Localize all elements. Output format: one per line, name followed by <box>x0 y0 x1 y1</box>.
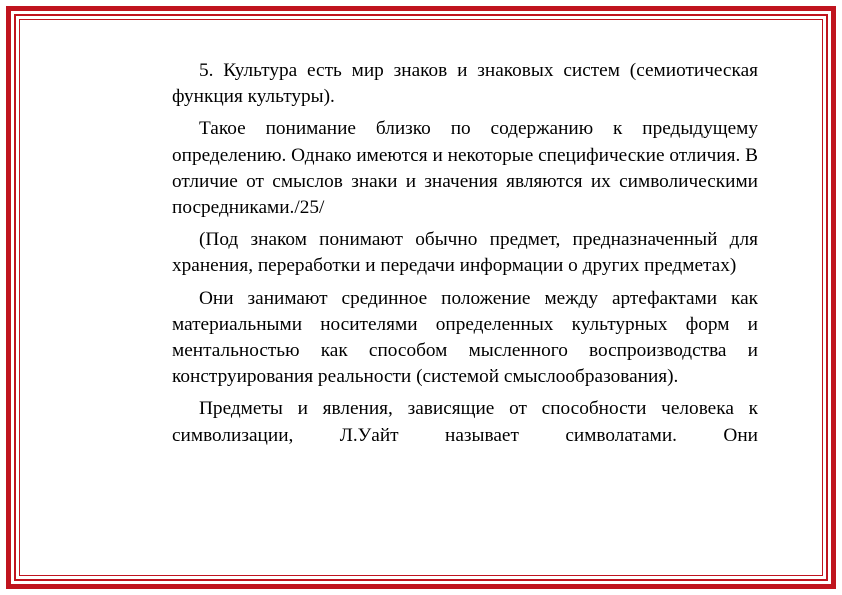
paragraph-understanding: Такое понимание близко по содержанию к предыдущему определению. Однако имеются и некоторые специфические отличия. В отличие от смыслов знаки и значения являются их символическими посредниками./25/ <box>172 118 758 219</box>
paragraph-symbolates: Предметы и явления, зависящие от способности человека к символизации, Л.Уайт называет символатами. Они <box>172 398 758 446</box>
paragraph-sign-definition: (Под знаком понимают обычно предмет, предназначенный для хранения, переработки и передачи информации о других предметах) <box>172 229 758 277</box>
paragraph-semiotic-function: 5. Культура есть мир знаков и знаковых систем (семиотическая функция культуры). <box>172 60 758 108</box>
text-block <box>172 58 758 455</box>
paragraph-middle-position: Они занимают срединное положение между артефактами как материальными носителями определенных культурных форм и ментальностью как способом мысленного воспроизводства и конструирования реальности (системой смыслообразования). <box>172 287 758 388</box>
